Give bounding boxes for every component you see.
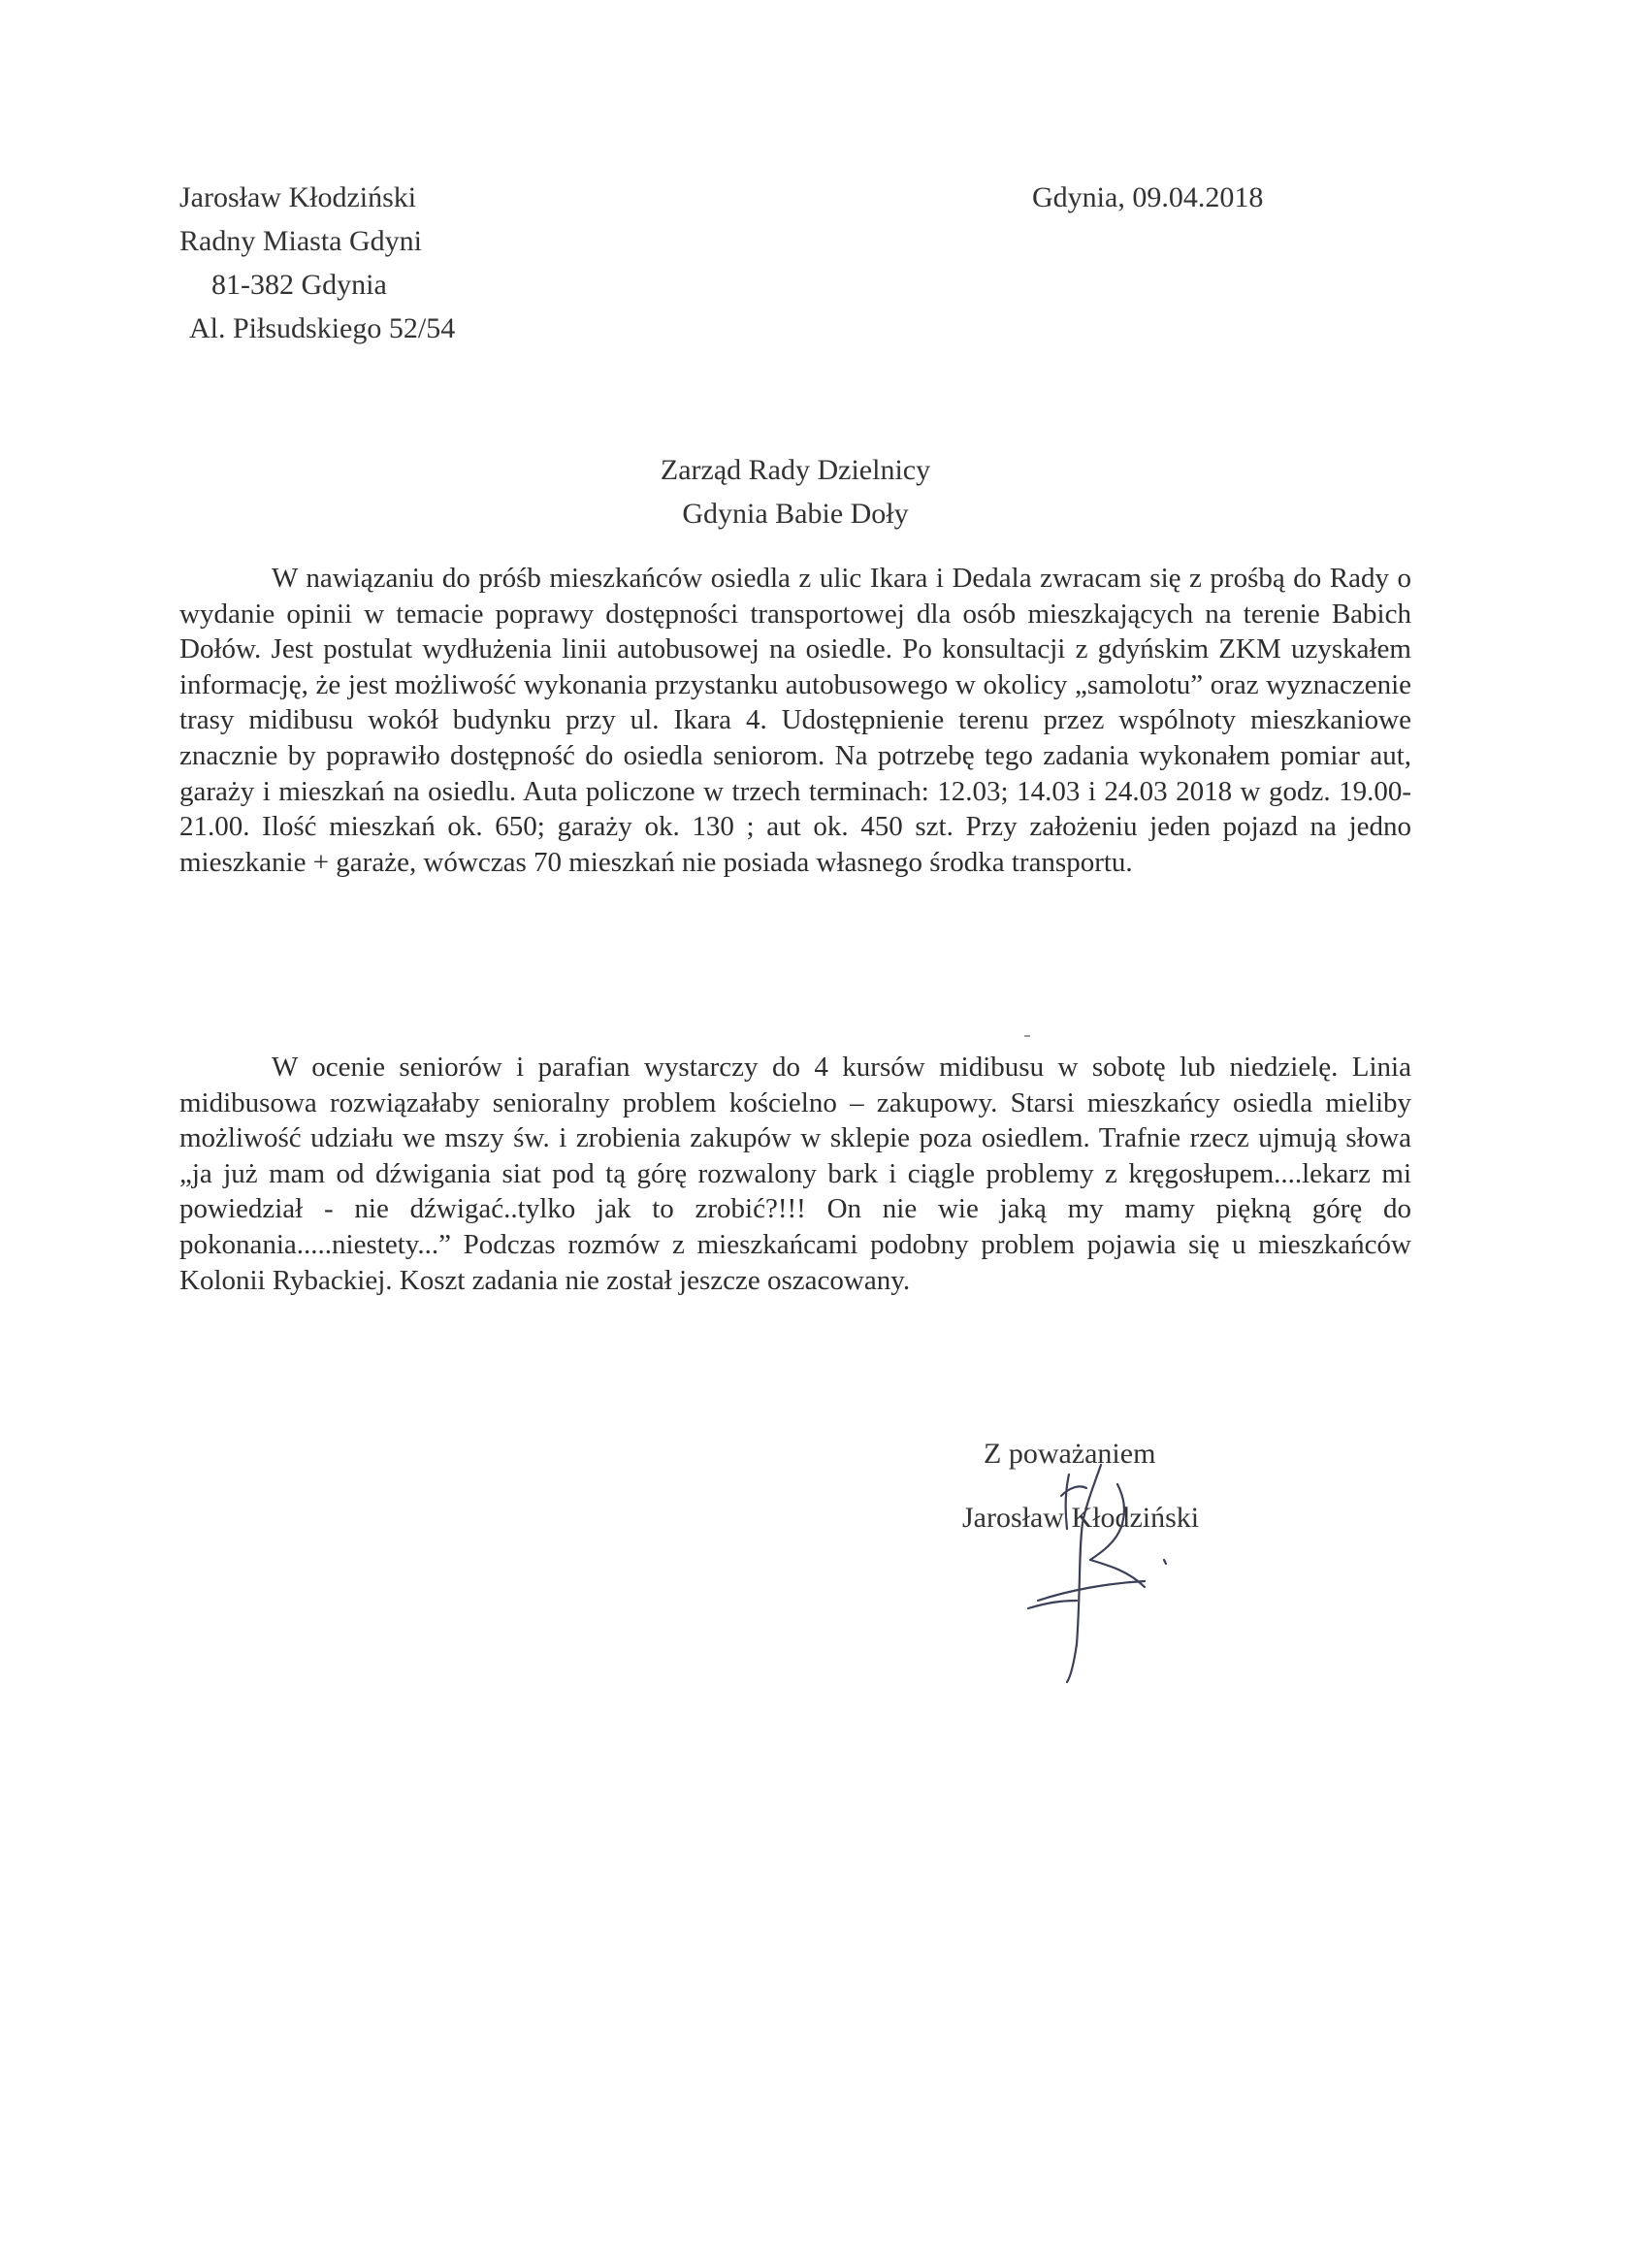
sender-address <box>179 176 455 350</box>
sender-street: Al. Piłsudskiego 52/54 <box>189 312 456 344</box>
closing-name: Jarosław Kłodziński <box>962 1502 1200 1534</box>
closing-salutation: Z poważaniem <box>984 1438 1156 1470</box>
body-paragraph-1-block <box>179 561 1411 880</box>
sender-name: Jarosław Kłodziński <box>179 181 417 213</box>
place-date: Gdynia, 09.04.2018 <box>1032 181 1264 213</box>
body-paragraph-2-block <box>179 1050 1411 1298</box>
recipient-line-1: Zarząd Rady Dzielnicy <box>660 454 931 486</box>
sender-postal: 81-382 Gdynia <box>211 269 387 301</box>
body-paragraph-1: W nawiązaniu do próśb mieszkańców osiedla z ulic Ikara i Dedala zwracam się z prośbą do Rady o wydanie opinii w temacie poprawy dostępności transportowej dla osób mieszkających na terenie Babich Dołów. Jest postulat wydłużenia linii autobusowej na osiedle. Po konsultacji z gdyńskim ZKM uzyskałem informację, że jest możliwość wykonania przystanku autobusowego w okolicy „samolotu” oraz wyznaczenie trasy midibusu wokół budynku przy ul. Ikara 4. Udostępnienie terenu przez wspólnoty mieszkaniowe znacznie by poprawiło dostępność do osiedla seniorom. Na potrzebę tego zadania wykonałem pomiar aut, garaży i mieszkań na osiedlu. Auta policzone w trzech terminach: 12.03; 14.03 i 24.03 2018 w godz. 19.00-21.00. Ilość mieszkań ok. 650; garaży ok. 130 ; aut ok. 450 szt. Przy założeniu jeden pojazd na jedno mieszkanie + garaże, wówczas 70 mieszkań nie posiada własnego środka transportu. <box>179 563 1411 878</box>
recipient-address <box>543 448 1048 535</box>
stray-mark <box>1024 1035 1030 1037</box>
body-paragraph-2: W ocenie seniorów i parafian wystarczy do 4 kursów midibusu w sobotę lub niedzielę. Linia midibusowa rozwiązałaby senioralny problem kościelno – zakupowy. Starsi mieszkańcy osiedla mieliby możliwość udziału we mszy św. i zrobienia zakupów w sklepie poza osiedlem. Trafnie rzecz ujmują słowa „ja już mam od dźwigania siat pod tą górę rozwalony bark i ciągle problemy z kręgosłupem....lekarz mi powiedział - nie dźwigać..tylko jak to zrobić?!!! On nie wie jaką my mamy piękną górę do pokonania.....niestety...” Podczas rozmów z mieszkańcami podobny problem pojawia się u mieszkańców Kolonii Rybackiej. Koszt zadania nie został jeszcze oszacowany. <box>179 1052 1411 1296</box>
handwritten-signature <box>1009 1445 1193 1688</box>
sender-title: Radny Miasta Gdyni <box>179 225 422 257</box>
recipient-line-2: Gdynia Babie Doły <box>682 498 909 530</box>
